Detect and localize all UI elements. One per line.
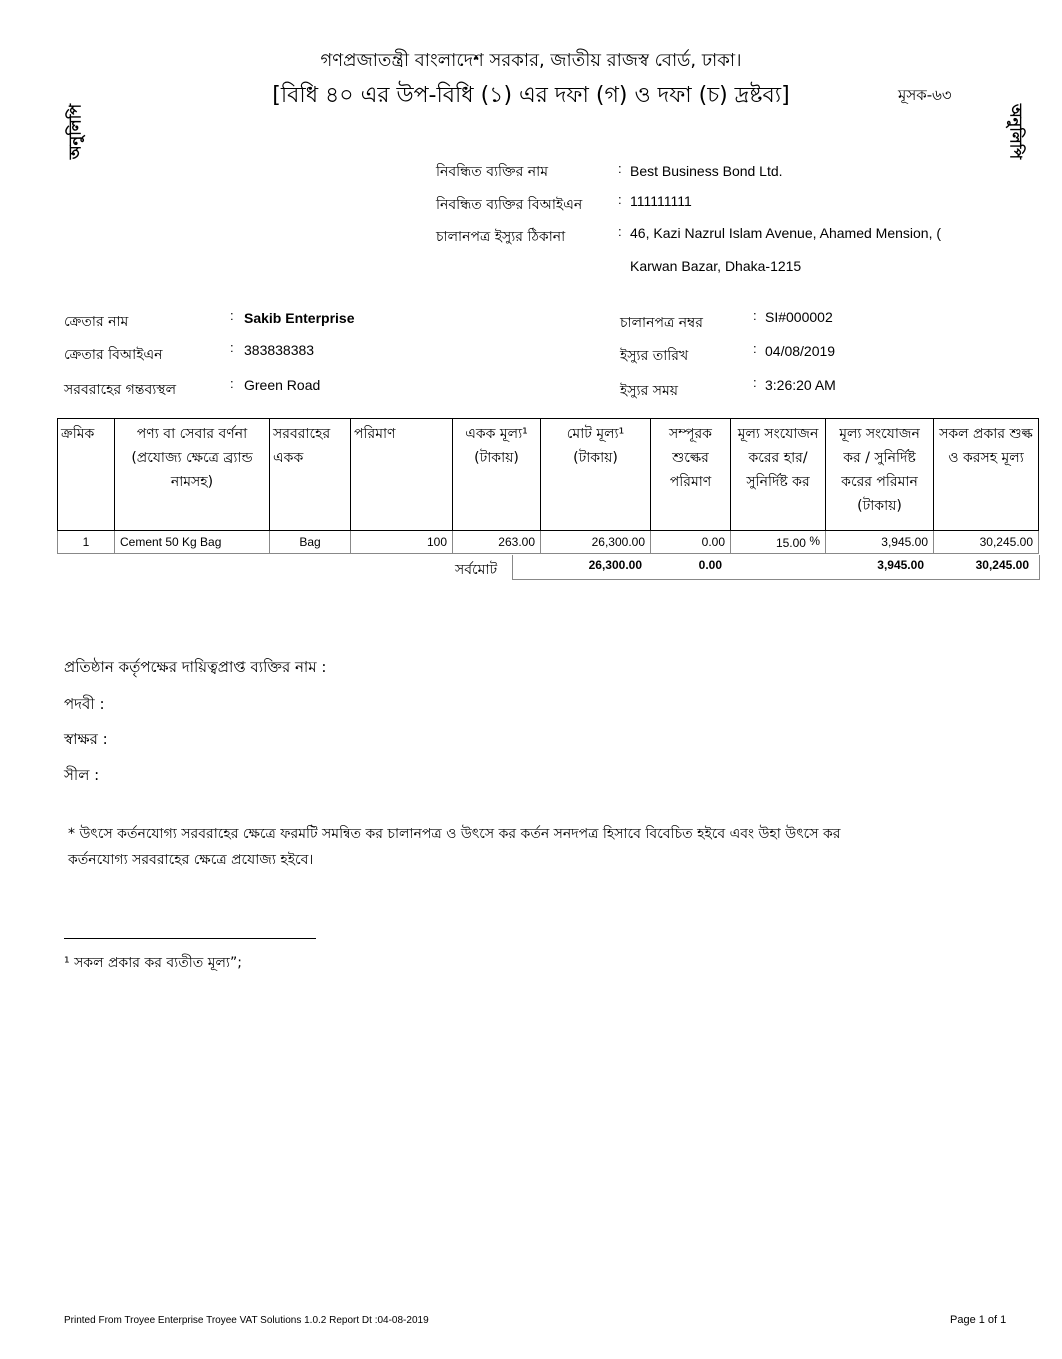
buyer-bin-label: ক্রেতার বিআইএন [64, 347, 163, 363]
cell-description: Cement 50 Kg Bag [115, 531, 270, 554]
issue-time-value: 3:26:20 AM [765, 377, 836, 393]
responsible-person-label: প্রতিষ্ঠান কর্তৃপক্ষের দায়িত্বপ্রাপ্ত ব্যক্তির নাম : [64, 658, 327, 676]
cell-vat-amount: 3,945.00 [826, 531, 934, 554]
seller-bin-label: নিবন্ধিত ব্যক্তির বিআইএন [436, 197, 583, 213]
colon: : [753, 375, 757, 390]
col-header-serial: ক্রমিক [58, 419, 115, 531]
table-header-row [58, 419, 1039, 531]
col-header-unit: সরবরাহের একক [270, 419, 351, 531]
designation-label: পদবী : [64, 695, 105, 713]
destination-label: সরবরাহের গন্তব্যস্থল [64, 382, 177, 398]
col-header-total-price: মোট মূল্য¹ (টাকায়) [541, 419, 651, 531]
colon: : [230, 308, 234, 323]
col-header-description: পণ্য বা সেবার বর্ণনা (প্রযোজ্য ক্ষেত্রে ব্র্যান্ড নামসহ) [115, 419, 270, 531]
col-header-vat-rate: মূল্য সংযোজন করের হার/ সুনির্দিষ্ট কর [731, 419, 826, 531]
cell-serial: 1 [58, 531, 115, 554]
seller-address-line1: 46, Kazi Nazrul Islam Avenue, Ahamed Mension, ( [630, 225, 942, 241]
table-row [58, 531, 1039, 554]
form-code: মূসক-৬৩ [898, 86, 952, 104]
total-price-sum: 26,300.00 [588, 558, 642, 572]
vat-rate-unit: % [809, 534, 820, 548]
seller-address-label: চালানপত্র ইস্যুর ঠিকানা [436, 229, 566, 245]
footnote-divider [64, 938, 316, 939]
invoice-number-value: SI#000002 [765, 309, 833, 325]
signature-label: স্বাক্ষর : [64, 730, 108, 748]
col-header-vat-amount: মূল্য সংযোজন কর / সুনির্দিষ্ট করের পরিমান (টাকায়) [826, 419, 934, 531]
seller-name-label: নিবন্ধিত ব্যক্তির নাম [436, 164, 548, 180]
cell-unit: Bag [270, 531, 351, 554]
destination-value: Green Road [244, 377, 321, 393]
colon: : [618, 161, 622, 176]
cell-total-price: 26,300.00 [541, 531, 651, 554]
printed-from-footer: Printed From Troyee Enterprise Troyee VAT Solutions 1.0.2 Report Dt :04-08-2019 [64, 1315, 429, 1326]
cell-vat-rate [731, 531, 826, 554]
colon: : [230, 340, 234, 355]
seller-name-value: Best Business Bond Ltd. [630, 163, 783, 179]
total-sd-sum: 0.00 [698, 558, 722, 572]
colon: : [230, 376, 234, 391]
invoice-number-label: চালানপত্র নম্বর [620, 315, 704, 331]
cell-unit-price: 263.00 [453, 531, 541, 554]
withholding-note-line1: * উৎসে কর্তনযোগ্য সরবরাহের ক্ষেত্রে ফরমটি সমন্বিত কর চালানপত্র ও উৎসে কর কর্তন সনদপত্র হিসাবে বিবেচিত হইবে এবং উহা উৎসে কর [68, 826, 841, 842]
buyer-name-value: Sakib Enterprise [244, 310, 355, 326]
footnote-text: ¹ সকল প্রকার কর ব্যতীত মূল্য”; [64, 955, 242, 971]
copy-label-right: অনুলিপি [1006, 103, 1026, 160]
page-number: Page 1 of 1 [950, 1314, 1007, 1326]
cell-grand-price: 30,245.00 [934, 531, 1039, 554]
seal-label: সীল : [64, 766, 100, 784]
total-label: সর্বমোট [455, 562, 498, 578]
total-vat-sum: 3,945.00 [877, 558, 924, 572]
col-header-quantity: পরিমাণ [351, 419, 453, 531]
seller-address-line2: Karwan Bazar, Dhaka-1215 [630, 258, 802, 274]
buyer-name-label: ক্রেতার নাম [64, 314, 129, 330]
government-title: গণপ্রজাতন্ত্রী বাংলাদেশ সরকার, জাতীয় রাজস্ব বোর্ড, ঢাকা। [320, 50, 742, 71]
cell-quantity: 100 [351, 531, 453, 554]
issue-time-label: ইস্যুর সময় [620, 383, 679, 399]
copy-label-left: অনুলিপি [65, 103, 85, 160]
issue-date-value: 04/08/2019 [765, 343, 836, 359]
colon: : [618, 192, 622, 207]
rule-reference: [বিধি ৪০ এর উপ-বিধি (১) এর দফা (গ) ও দফা (চ) দ্রষ্টব্য] [272, 83, 790, 108]
cell-sd-amount: 0.00 [651, 531, 731, 554]
invoice-items-table [57, 418, 1039, 554]
withholding-note-line2: কর্তনযোগ্য সরবরাহের ক্ষেত্রে প্রযোজ্য হইবে। [68, 852, 314, 868]
issue-date-label: ইস্যুর তারিখ [620, 348, 689, 364]
col-header-grand-price: সকল প্রকার শুল্ক ও করসহ মূল্য [934, 419, 1039, 531]
col-header-unit-price: একক মূল্য¹ (টাকায়) [453, 419, 541, 531]
total-grand-sum: 30,245.00 [975, 558, 1029, 572]
colon: : [618, 224, 622, 239]
vat-rate-value: 15.00 [775, 536, 806, 550]
colon: : [753, 341, 757, 356]
buyer-bin-value: 383838383 [244, 342, 315, 358]
colon: : [753, 308, 757, 323]
seller-bin-value: 111111111 [630, 193, 692, 209]
col-header-sd-amount: সম্পূরক শুল্কের পরিমাণ [651, 419, 731, 531]
